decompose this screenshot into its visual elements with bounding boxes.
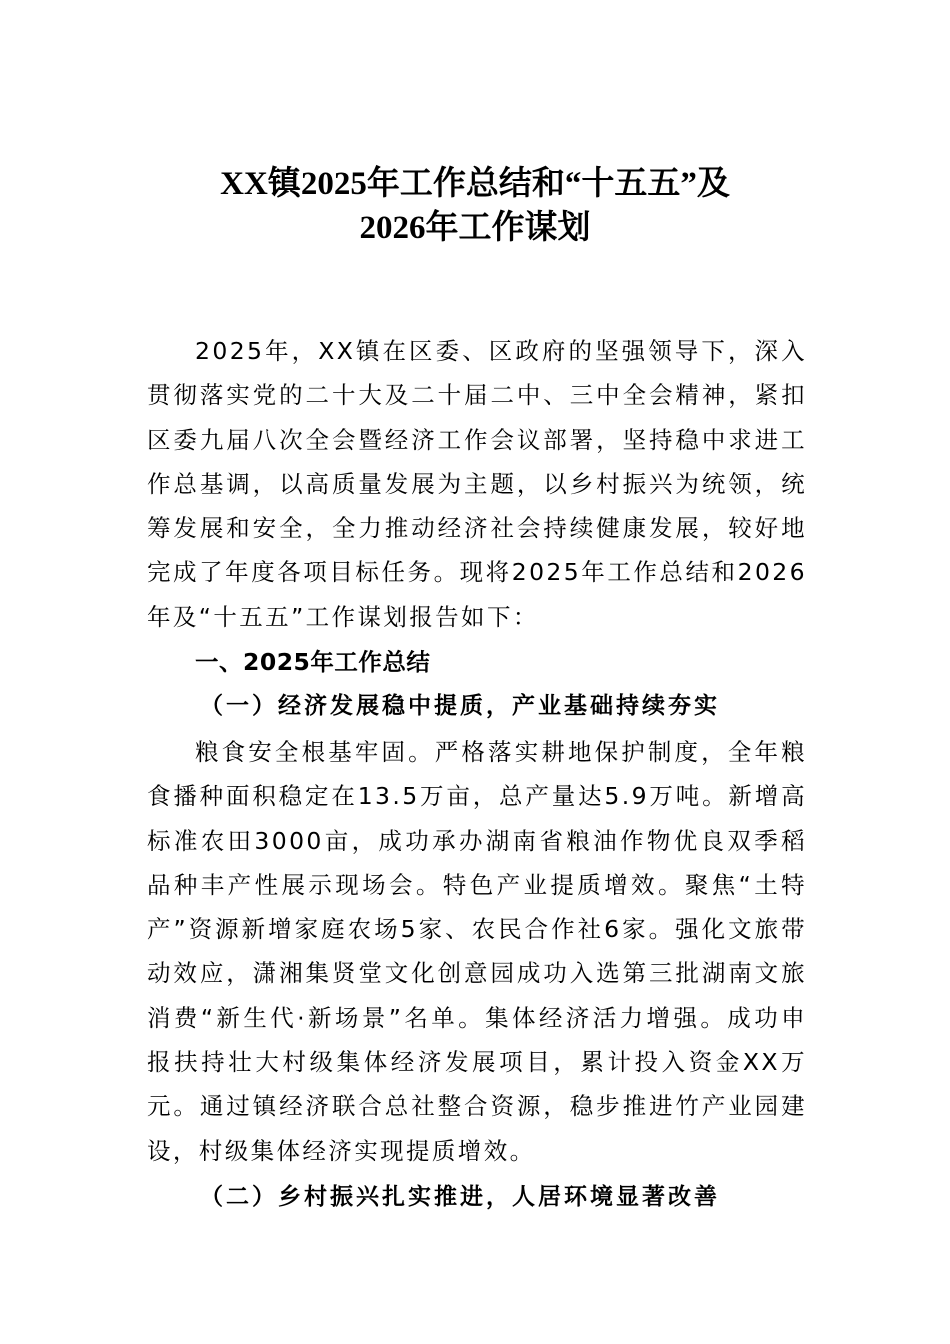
document-title-line-1: XX镇2025年工作总结和“十五五”及 — [220, 166, 730, 202]
section-heading-2025-summary: 一、2025年工作总结 — [195, 648, 431, 676]
economy-paragraph: 粮食安全根基牢固。严格落实耕地保护制度，全年粮食播种面积稳定在13.5万亩，总产量达5.9万吨。新增高标准农田3000亩，成功承办湖南省粮油作物优良双季稻品种丰产性展示现场会。特色产业提质增效。聚焦“土特产”资源新增家庭农场5家、农民合作社6家。强化文旅带动效应，潇湘集贤堂文化创意园成功入选第三批湖南文旅消费“新生代·新场景”名单。集体经济活力增强。成功申报扶持壮大村级集体经济发展项目，累计投入资金XX万元。通过镇经济联合总社整合资源，稳步推进竹产业园建设，村级集体经济实现提质增效。 — [147, 738, 807, 1165]
document-title-line-2: 2026年工作谋划 — [359, 210, 591, 246]
intro-paragraph: 2025年，XX镇在区委、区政府的坚强领导下，深入贯彻落实党的二十大及二十届二中、三中全会精神，紧扣区委九届八次全会暨经济工作会议部署，坚持稳中求进工作总基调，以高质量发展为主题，以乡村振兴为统领，统筹发展和安全，全力推动经济社会持续健康发展，较好地完成了年度各项目标任务。现将2025年工作总结和2026年及“十五五”工作谋划报告如下： — [147, 337, 807, 631]
subsection-heading-economy: （一）经济发展稳中提质，产业基础持续夯实 — [200, 692, 720, 719]
subsection-heading-rural-revitalization: （二）乡村振兴扎实推进，人居环境显著改善 — [200, 1183, 720, 1210]
